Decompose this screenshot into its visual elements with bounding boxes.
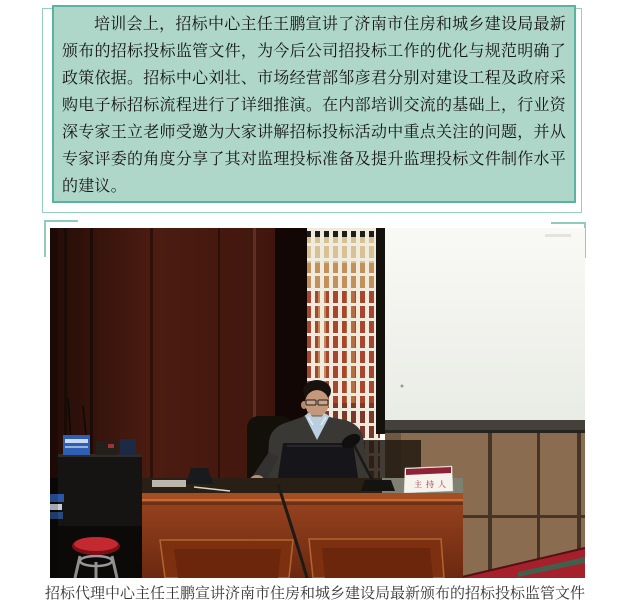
intro-text-box: [52, 5, 576, 203]
projection-screen: [376, 228, 585, 434]
name-plate: [404, 466, 453, 493]
training-photo-illustration: [50, 228, 585, 578]
intro-section: [42, 5, 582, 213]
photo-section: [44, 219, 586, 578]
photo-edge-shadow: [50, 228, 58, 578]
podium: [142, 484, 463, 578]
training-photo: [50, 228, 585, 578]
photo-caption: 招标代理中心主任王鹏宣讲济南市住房和城乡建设局最新颁布的招标投标监管文件: [45, 585, 586, 602]
name-plate-text: 主持人: [414, 480, 450, 489]
intro-paragraph: 培训会上，招标中心主任王鹏宣讲了济南市住房和城乡建设局最新颁布的招标投标监管文件，为今后公司招投标工作的优化与规范明确了政策依据。招标中心刘壮、市场经营部邹彦君分别对建设工程及政府采购电子标招标流程进行了详细推演。在内部培训交流的基础上，行业资深专家王立老师受邀为大家讲解招标投标活动中重点关注的问题，并从专家评委的角度分享了其对监理投标准备及提升监理投标文件制作水平的建议。: [62, 16, 566, 195]
